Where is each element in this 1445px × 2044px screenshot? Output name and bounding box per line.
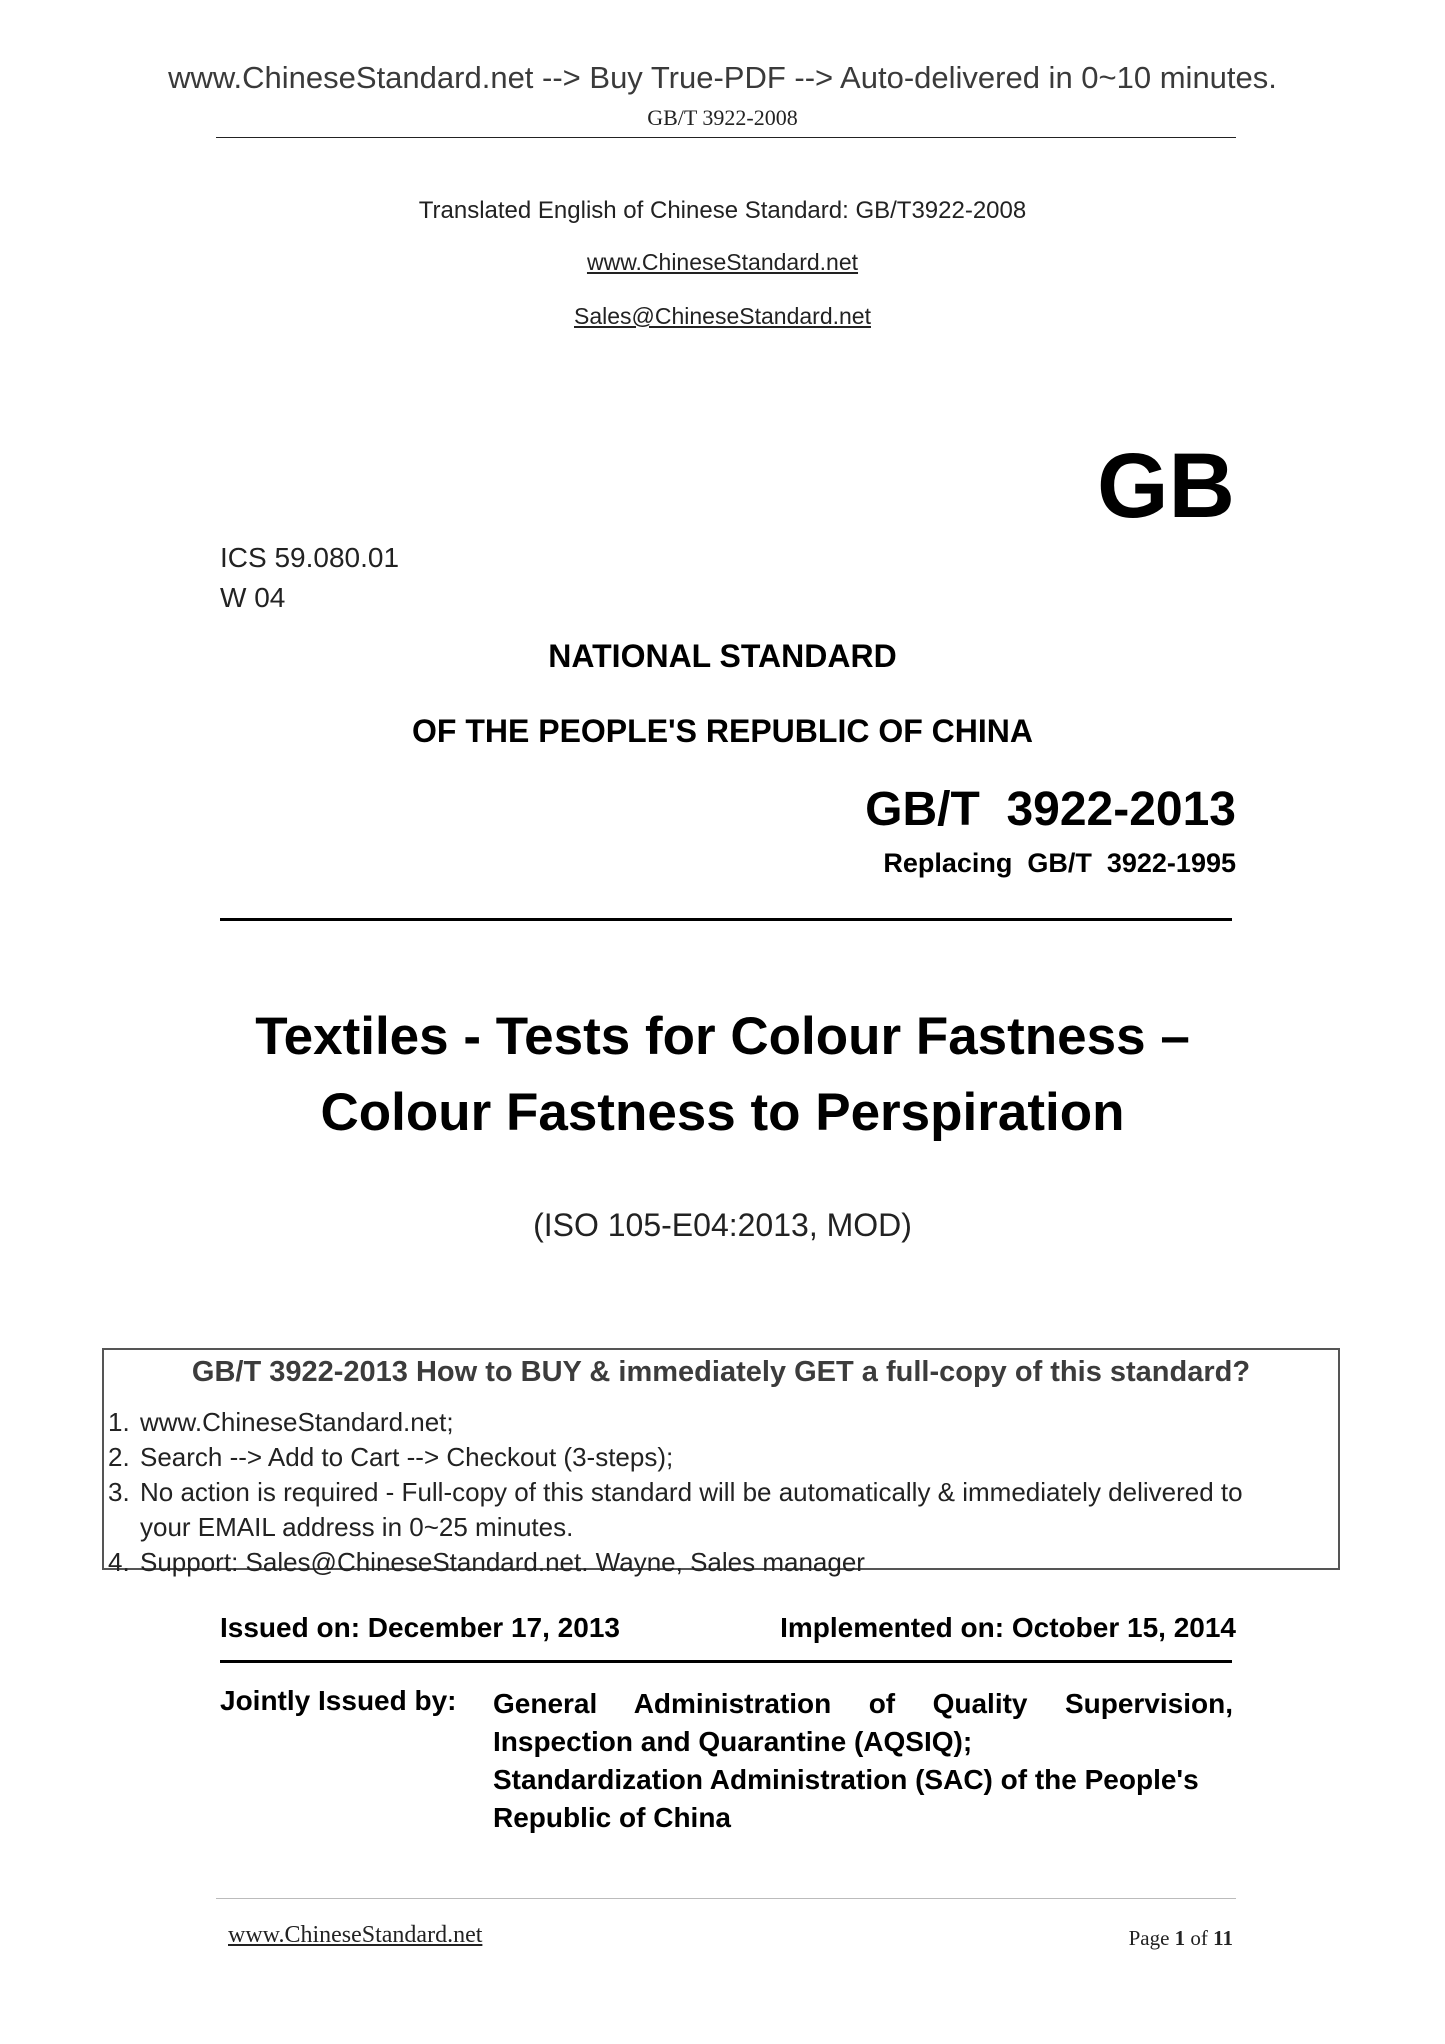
national-standard-heading: NATIONAL STANDARD — [548, 638, 897, 674]
footer-divider — [216, 1898, 1236, 1899]
sales-email-link[interactable]: Sales@ChineseStandard.net — [574, 303, 871, 329]
buy-box-title: GB/T 3922-2013 How to BUY & immediately GET a full-copy of this standard? — [191, 1356, 1251, 1388]
page-indicator — [1129, 1926, 1233, 1951]
issued-date: Issued on: December 17, 2013 — [220, 1612, 620, 1643]
step-number: 1. — [108, 1407, 130, 1437]
step-number: 4. — [108, 1547, 130, 1577]
step-number: 2. — [108, 1442, 130, 1472]
replacing-note: Replacing GB/T 3922-1995 — [883, 848, 1236, 878]
page-number: 1 — [1174, 1926, 1186, 1950]
site-link[interactable]: www.ChineseStandard.net — [586, 249, 859, 275]
footer-site-link[interactable]: www.ChineseStandard.net — [228, 1922, 483, 1948]
list-item — [108, 1405, 1243, 1440]
page-total: 11 — [1213, 1926, 1233, 1950]
buy-steps-list — [108, 1405, 1243, 1580]
step-text: www.ChineseStandard.net; — [140, 1407, 454, 1437]
site-link-row — [0, 249, 1445, 276]
dates-divider — [220, 1660, 1232, 1663]
page-of: of — [1190, 1926, 1208, 1950]
implemented-date: Implemented on: October 15, 2014 — [780, 1612, 1236, 1643]
ics-code: ICS 59.080.01 — [220, 542, 400, 573]
jointly-issued-label: Jointly Issued by: — [220, 1685, 457, 1716]
document-title-line2: Colour Fastness to Perspiration — [320, 1083, 1125, 1142]
title-divider — [220, 918, 1232, 921]
translated-note: Translated English of Chinese Standard: GB/T3922-2008 — [418, 197, 1027, 224]
document-title-line1: Textiles - Tests for Colour Fastness – — [255, 1007, 1190, 1066]
country-heading: OF THE PEOPLE'S REPUBLIC OF CHINA — [412, 713, 1033, 749]
list-item — [108, 1475, 1243, 1545]
step-text: No action is required - Full-copy of this standard will be automatically & immediately delivered to — [140, 1477, 1243, 1507]
page-prefix: Page — [1128, 1926, 1170, 1950]
header-divider — [216, 137, 1236, 138]
buy-info-box — [102, 1348, 1340, 1577]
standard-code: GB/T 3922-2013 — [865, 783, 1236, 836]
issuer-aqsiq-line2: Inspection and Quarantine (AQSIQ); — [493, 1726, 973, 1757]
issuer-aqsiq-line1: General Administration of Quality Supervision, — [493, 1688, 1233, 1719]
step-text: Search --> Add to Cart --> Checkout (3-steps); — [140, 1442, 674, 1472]
top-banner: www.ChineseStandard.net --> Buy True-PDF --> Auto-delivered in 0~10 minutes. — [168, 60, 1277, 95]
step-text-continued: your EMAIL address in 0~25 minutes. — [140, 1512, 574, 1542]
step-text: Support: Sales@ChineseStandard.net. Wayne, Sales manager — [140, 1547, 865, 1577]
list-item — [108, 1440, 1243, 1475]
step-number: 3. — [108, 1477, 130, 1507]
iso-reference: (ISO 105-E04:2013, MOD) — [533, 1207, 912, 1243]
header-doc-code: GB/T 3922-2008 — [647, 105, 798, 130]
list-item — [108, 1545, 1243, 1580]
sales-link-row — [0, 303, 1445, 330]
w-code: W 04 — [220, 582, 286, 613]
issuer-sac: Standardization Administration (SAC) of the People's Republic of China — [493, 1764, 1199, 1833]
gb-mark: GB — [1097, 435, 1235, 537]
